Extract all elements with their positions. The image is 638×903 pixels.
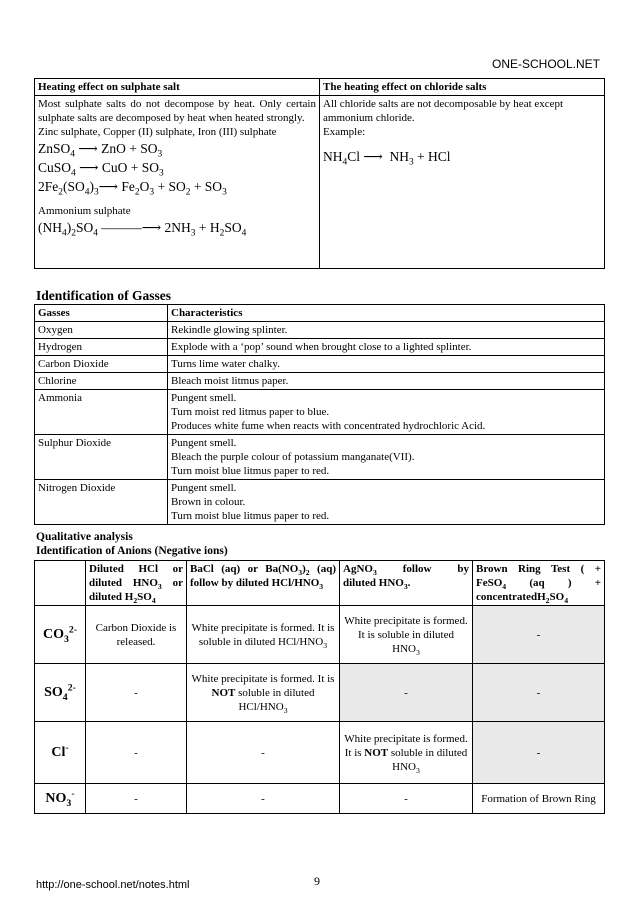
gas-characteristic: Pungent smell.	[171, 392, 237, 404]
ion-sulphate: $SO_4^{2-}$	[35, 664, 86, 722]
gas-characteristic: Bleach moist litmus paper.	[171, 375, 289, 387]
gas-characteristics	[168, 480, 605, 525]
gas-characteristic: Turns lime water chalky.	[171, 358, 280, 370]
equation-iron-sulphate: $2Fe_2(SO_4)_3⟶$ $Fe_2O_3 + SO_2 + SO_3$	[38, 179, 227, 198]
anion-header-hcl: Diluted HCl or diluted $HNO_3$ or diluted $H_2SO_4$	[86, 561, 187, 606]
chloride-example-label: Example:	[323, 126, 366, 138]
table-row	[35, 664, 605, 722]
gases-header-characteristics: Characteristics	[168, 305, 605, 322]
gas-name: Sulphur Dioxide	[35, 435, 168, 480]
anion-header-bacl: BaCl (aq) or $Ba(NO_3)_2$ (aq) follow by diluted HCl/$HNO_3$	[187, 561, 340, 606]
anion-header-blank	[35, 561, 86, 606]
equation-copper-sulphate: CuSO$_4$ ⟶ CuO + $SO_3$	[38, 160, 164, 179]
gas-name: Nitrogen Dioxide	[35, 480, 168, 525]
equation-zinc-sulphate: ZnSO$_4$ ⟶ ZnO + $SO_3$	[38, 141, 163, 160]
gas-characteristic: Brown in colour.	[171, 496, 246, 508]
result-text: soluble in diluted HCl/HNO	[235, 686, 315, 713]
gas-characteristic: Turn moist red litmus paper to blue.	[171, 406, 330, 418]
footer-url: http://one-school.net/notes.html	[36, 879, 190, 891]
result-emphasis: NOT	[211, 686, 236, 699]
page-number: 9	[314, 874, 320, 888]
table-row	[35, 480, 605, 525]
sulphate-intro: Most sulphate salts do not decompose by heat. Only certain sulphate salts are decomposed by heat when heated strongly.	[38, 98, 316, 124]
gas-characteristic: Explode with a ‘pop’ sound when brought close to a lighted splinter.	[171, 341, 472, 353]
anion-header-agno3: AgNO$_3$ follow by diluted $HNO_3$.	[340, 561, 473, 606]
ion-chloride: Cl-	[35, 722, 86, 784]
gas-name: Chlorine	[35, 373, 168, 390]
sulphate-list: Zinc sulphate, Copper (II) sulphate, Iron (III) sulphate	[38, 126, 277, 138]
gas-characteristics	[168, 322, 605, 339]
gas-name: Carbon Dioxide	[35, 356, 168, 373]
chloride-agno3-result: White precipitate is formed. It is NOT soluble in diluted $HNO_3$	[340, 722, 473, 784]
anions-table	[34, 560, 605, 814]
sulphate-agno3-result: -	[340, 664, 473, 722]
gas-characteristics	[168, 390, 605, 435]
result-text: White precipitate is formed. It is soluble in diluted HCl/HNO	[191, 621, 335, 648]
gas-characteristic: Rekindle glowing splinter.	[171, 324, 288, 336]
table-row	[35, 322, 605, 339]
chloride-intro: All chloride salts are not decomposable by heat except ammonium chloride.	[323, 98, 564, 124]
carbonate-hcl-result: Carbon Dioxide is released.	[86, 606, 187, 664]
qualitative-analysis-title: Qualitative analysis	[36, 531, 133, 543]
carbonate-bacl-result: White precipitate is formed. It is soluble in diluted HCl/$HNO_3$	[187, 606, 340, 664]
gases-section-title: Identification of Gasses	[36, 288, 171, 303]
equation-ammonium-sulphate: $(NH_4)_2SO_4$ ———⟶ $2NH_3 + H_2SO_4$	[38, 220, 247, 239]
chloride-brown-ring-result: -	[473, 722, 605, 784]
table-row	[35, 356, 605, 373]
gas-characteristics	[168, 356, 605, 373]
result-text: soluble in diluted HNO	[388, 746, 468, 773]
gas-name: Ammonia	[35, 390, 168, 435]
heating-col2-header: The heating effect on chloride salts	[320, 79, 605, 96]
ammonium-sulphate-label: Ammonium sulphate	[38, 205, 131, 217]
gas-name: Oxygen	[35, 322, 168, 339]
gases-table	[34, 304, 605, 525]
result-text: White precipitate is formed. It is	[344, 732, 468, 759]
chloride-hcl-result: -	[86, 722, 187, 784]
sulphate-hcl-result: -	[86, 664, 187, 722]
gas-characteristics	[168, 339, 605, 356]
gas-characteristic: Turn moist blue litmus paper to red.	[171, 465, 330, 477]
site-header: ONE-SCHOOL.NET	[491, 57, 600, 71]
chloride-bacl-result: -	[187, 722, 340, 784]
result-text: White precipitate is formed. It is soluble in diluted HNO	[344, 614, 468, 655]
gas-characteristic: Pungent smell.	[171, 437, 237, 449]
gas-characteristic: Turn moist blue litmus paper to red.	[171, 510, 330, 522]
table-row	[35, 722, 605, 784]
equation-ammonium-chloride: $NH_4Cl$ ⟶ $NH_3$ + HCl	[323, 149, 451, 168]
carbonate-agno3-result: White precipitate is formed. It is soluble in diluted $HNO_3$	[340, 606, 473, 664]
table-row	[35, 373, 605, 390]
nitrate-hcl-result: -	[86, 784, 187, 814]
table-row	[35, 606, 605, 664]
heating-effect-table	[34, 78, 605, 269]
gas-characteristic: Bleach the purple colour of potassium manganate(VII).	[171, 451, 415, 463]
anion-header-brown-ring: Brown Ring Test ( + FeSO$_4$ (aq ) + $concentratedH_2SO_4$	[473, 561, 605, 606]
gas-characteristic: Pungent smell.	[171, 482, 237, 494]
sulphate-cell	[35, 96, 320, 269]
nitrate-bacl-result: -	[187, 784, 340, 814]
carbonate-brown-ring-result: -	[473, 606, 605, 664]
table-row	[35, 339, 605, 356]
ion-nitrate: $NO_3^-$	[35, 784, 86, 814]
gases-header-name: Gasses	[35, 305, 168, 322]
gas-characteristics	[168, 435, 605, 480]
gas-name: Hydrogen	[35, 339, 168, 356]
table-row	[35, 390, 605, 435]
table-row	[35, 435, 605, 480]
chloride-cell	[320, 96, 605, 269]
gas-characteristic: Produces white fume when reacts with concentrated hydrochloric Acid.	[171, 420, 486, 432]
nitrate-agno3-result: -	[340, 784, 473, 814]
ion-carbonate: $CO_3^{2-}$	[35, 606, 86, 664]
result-emphasis: NOT	[364, 746, 389, 759]
table-row	[35, 784, 605, 814]
nitrate-brown-ring-result: Formation of Brown Ring	[473, 784, 605, 814]
result-text: White precipitate is formed. It is	[191, 672, 335, 685]
anions-section-title: Identification of Anions (Negative ions)	[36, 545, 228, 557]
sulphate-brown-ring-result: -	[473, 664, 605, 722]
heating-col1-header: Heating effect on sulphate salt	[35, 79, 320, 96]
gas-characteristics	[168, 373, 605, 390]
sulphate-bacl-result: White precipitate is formed. It is NOT soluble in diluted HCl/$HNO_3$	[187, 664, 340, 722]
